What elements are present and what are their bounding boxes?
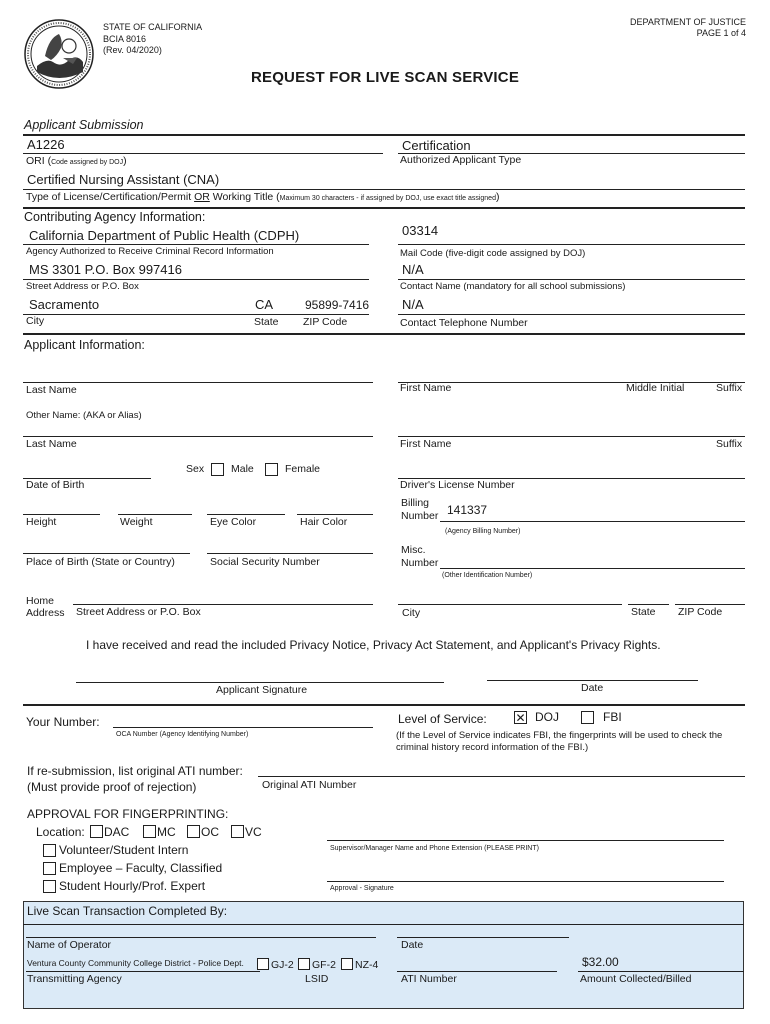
middle-initial-label: Middle Initial (626, 382, 685, 394)
male-label: Male (231, 463, 254, 475)
oc-checkbox[interactable] (187, 825, 200, 838)
fbi-label: FBI (603, 710, 622, 724)
live-scan-heading: Live Scan Transaction Completed By: (27, 904, 228, 918)
department-label: DEPARTMENT OF JUSTICE (629, 17, 746, 27)
form-id: BCIA 8016 (103, 34, 147, 44)
suffix-label: Suffix (716, 382, 743, 394)
privacy-statement: I have received and read the included Privacy Notice, Privacy Act Statement, and Applicant's Privacy Rights. (86, 638, 661, 652)
gf2-label: GF-2 (312, 959, 336, 971)
amount-label: Amount Collected/Billed (580, 973, 692, 985)
applicant-heading: Applicant Information: (24, 338, 145, 352)
student-label: Student Hourly/Prof. Expert (59, 879, 206, 893)
home-label-2: Address (26, 607, 65, 619)
page-number: PAGE 1 of 4 (696, 28, 746, 38)
billing-label-1: Billing (401, 497, 430, 509)
ori-value[interactable]: A1226 (27, 137, 65, 152)
agency-address-label: Street Address or P.O. Box (26, 281, 139, 292)
ssn-label: Social Security Number (210, 556, 320, 568)
fbi-note-line-1: (If the Level of Service indicates FBI, the fingerprints will be used to check the (396, 730, 723, 741)
oc-label: OC (201, 825, 219, 839)
misc-note: (Other Identification Number) (442, 572, 533, 579)
volunteer-checkbox[interactable] (43, 844, 56, 857)
mail-code-label: Mail Code (five-digit code assigned by DOJ) (400, 248, 586, 259)
employee-checkbox[interactable] (43, 862, 56, 875)
level-of-service-label: Level of Service: (398, 712, 487, 726)
mc-label: MC (157, 825, 176, 839)
signature-date-label: Date (581, 682, 604, 694)
contact-name-label: Contact Name (mandatory for all school submissions) (400, 281, 626, 292)
location-label: Location: (36, 825, 85, 839)
student-checkbox[interactable] (43, 880, 56, 893)
resubmission-label: If re-submission, list original ATI number: (27, 764, 243, 778)
fbi-checkbox[interactable] (581, 711, 594, 724)
applicant-type-label: Authorized Applicant Type (400, 154, 522, 166)
last-name-label: Last Name (26, 384, 77, 396)
vc-label: VC (245, 825, 262, 839)
dob-label: Date of Birth (26, 479, 85, 491)
male-checkbox[interactable] (211, 463, 224, 476)
weight-label: Weight (120, 516, 153, 528)
agency-zip-label: ZIP Code (303, 316, 348, 328)
approval-heading: APPROVAL FOR FINGERPRINTING: (27, 807, 229, 821)
aka-last-name-label: Last Name (26, 438, 77, 450)
approval-signature-label: Approval - Signature (330, 885, 394, 892)
doj-checkbox[interactable]: ✕ (515, 711, 526, 725)
aka-suffix-label: Suffix (716, 438, 743, 450)
transmitting-agency-label: Transmitting Agency (27, 973, 122, 985)
state-label: State (631, 606, 656, 618)
agency-zip-value[interactable]: 95899-7416 (305, 298, 370, 312)
fbi-note-line-2: criminal history record information of the FBI.) (396, 742, 589, 753)
misc-label-2: Number (401, 557, 439, 569)
applicant-type-value[interactable]: Certification (402, 138, 471, 153)
oca-number-label: OCA Number (Agency Identifying Number) (116, 731, 249, 738)
employee-label: Employee – Faculty, Classified (59, 861, 223, 875)
live-scan-date-label: Date (401, 939, 424, 951)
applicant-signature-label: Applicant Signature (216, 684, 308, 696)
license-label: Type of License/Certification/Permit OR Working Title (Maximum 30 characters - if assigned by DOJ, use exact title assigned) (26, 191, 500, 203)
page-title: REQUEST FOR LIVE SCAN SERVICE (250, 69, 520, 86)
submission-heading: Applicant Submission (24, 118, 144, 132)
nz4-label: NZ-4 (355, 959, 379, 971)
zip-label: ZIP Code (678, 606, 723, 618)
supervisor-label: Supervisor/Manager Name and Phone Extension (PLEASE PRINT) (330, 845, 539, 852)
license-value[interactable]: Certified Nursing Assistant (CNA) (27, 172, 220, 187)
height-label: Height (26, 516, 57, 528)
resubmission-note: (Must provide proof of rejection) (27, 780, 197, 794)
misc-label-1: Misc. (401, 544, 426, 556)
first-name-label: First Name (400, 382, 452, 394)
ati-number-label: ATI Number (401, 973, 457, 985)
home-label-1: Home (26, 595, 55, 607)
state-label: STATE OF CALIFORNIA (103, 22, 203, 32)
agency-heading: Contributing Agency Information: (24, 210, 206, 224)
original-ati-label: Original ATI Number (262, 779, 357, 791)
agency-state-value[interactable]: CA (255, 297, 274, 312)
contact-phone-value[interactable]: N/A (402, 297, 424, 312)
your-number-label: Your Number: (26, 715, 100, 729)
agency-city-value[interactable]: Sacramento (29, 297, 100, 312)
billing-number-value[interactable]: 141337 (447, 503, 488, 517)
gj2-checkbox[interactable] (257, 958, 269, 970)
vc-checkbox[interactable] (231, 825, 244, 838)
agency-city-label: City (26, 315, 45, 327)
form-revision: (Rev. 04/2020) (103, 45, 162, 55)
lsid-label: LSID (305, 973, 329, 985)
transmitting-agency-value[interactable]: Ventura County Community College District - Police Dept. (27, 958, 244, 968)
dac-checkbox[interactable] (90, 825, 103, 838)
billing-note: (Agency Billing Number) (445, 528, 521, 535)
other-name-label: Other Name: (AKA or Alias) (26, 410, 142, 421)
gf2-checkbox[interactable] (298, 958, 310, 970)
billing-label-2: Number (401, 510, 439, 522)
female-checkbox[interactable] (265, 463, 278, 476)
doj-label: DOJ (535, 710, 559, 724)
agency-address-value[interactable]: MS 3301 P.O. Box 997416 (29, 262, 182, 277)
mc-checkbox[interactable] (143, 825, 156, 838)
dl-label: Driver's License Number (400, 479, 515, 491)
nz4-checkbox[interactable] (341, 958, 353, 970)
female-label: Female (285, 463, 321, 475)
operator-label: Name of Operator (27, 939, 112, 951)
agency-name-label: Agency Authorized to Receive Criminal Record Information (26, 246, 274, 257)
mail-code-value[interactable]: 03314 (402, 223, 439, 238)
agency-name-value[interactable]: California Department of Public Health (CDPH) (29, 228, 300, 243)
place-of-birth-label: Place of Birth (State or Country) (26, 556, 175, 568)
contact-name-value[interactable]: N/A (402, 262, 424, 277)
eye-color-label: Eye Color (210, 516, 257, 528)
contact-phone-label: Contact Telephone Number (400, 317, 528, 329)
ori-label: ORI (Code assigned by DOJ) (26, 155, 127, 167)
gj2-label: GJ-2 (271, 959, 294, 971)
dac-label: DAC (104, 825, 130, 839)
amount-value[interactable]: $32.00 (582, 955, 619, 969)
agency-state-label: State (254, 316, 279, 328)
sex-label: Sex (186, 463, 205, 475)
hair-color-label: Hair Color (300, 516, 348, 528)
city-label: City (402, 607, 421, 619)
street-label: Street Address or P.O. Box (76, 606, 201, 618)
volunteer-label: Volunteer/Student Intern (59, 843, 189, 857)
aka-first-name-label: First Name (400, 438, 452, 450)
